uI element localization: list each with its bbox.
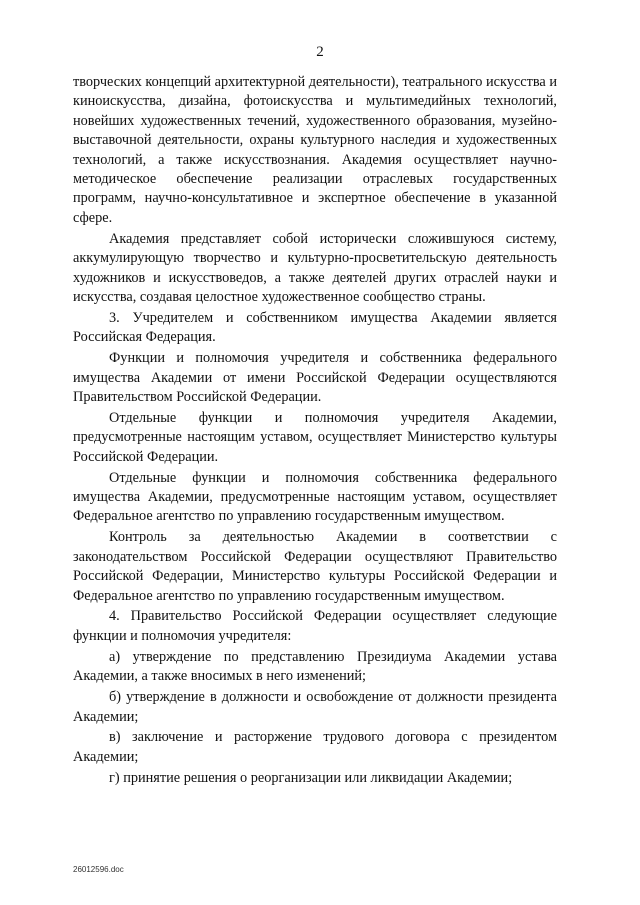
paragraph-founder-functions: Функции и полномочия учредителя и собственника федерального имущества Академии от имени Российской Федерации осуществляются Правительством Российской Федерации.: [73, 350, 557, 405]
document-body: [73, 73, 557, 788]
paragraph-ministry-functions: Отдельные функции и полномочия учредителя Академии, предусмотренные настоящим уставом, осуществляет Министерство культуры Российской Федерации.: [73, 409, 557, 465]
paragraph-owner-functions: Отдельные функции и полномочия собственника федерального имущества Академии, предусмотренные настоящим уставом, осуществляет Федеральное агентство по управлению государственным имуществом.: [73, 469, 557, 525]
file-name-footer: 26012596.doc: [73, 865, 124, 874]
page-number: 2: [316, 44, 324, 60]
list-item-a: а) утверждение по представлению Президиума Академии устава Академии, а также вносимых в него изменений;: [73, 648, 557, 685]
paragraph-clause-3: 3. Учредителем и собственником имущества Академии является Российская Федерация.: [73, 309, 557, 346]
paragraph-control: Контроль за деятельностью Академии в соответствии с законодательством Российской Федерации осуществляют Правительство Российской Федерации, Министерство культуры Российской Федерации и Федеральное агентство по управлению государственным имуществом.: [73, 529, 557, 604]
paragraph-clause-4: 4. Правительство Российской Федерации осуществляет следующие функции и полномочия учредителя:: [73, 608, 557, 644]
list-item-g: г) принятие решения о реорганизации или ликвидации Академии;: [109, 769, 513, 786]
paragraph-academy-system: Академия представляет собой исторически сложившуюся систему, аккумулирующую творчество и культурно-просветительскую деятельность художников и искусствоведов, а также деятелей других отраслей науки и искусства, создавая целостное художественное сообщество страны.: [73, 230, 557, 305]
list-item-b: б) утверждение в должности и освобождение от должности президента Академии;: [73, 689, 557, 725]
list-item-v: в) заключение и расторжение трудового договора с президентом Академии;: [73, 729, 557, 765]
paragraph-continuation: творческих концепций архитектурной деятельности), театрального искусства и киноискусства, дизайна, фотоискусства и мультимедийных технологий, новейших художественных течений, художественного образования, музейно-выставочной деятельности, охраны культурного наследия и художественных технологий, а также искусствознания. Академия осуществляет научно-методическое обеспечение реализации отраслевых государственных программ, научно-консультативное и экспертное обеспечение в указанной сфере.: [73, 74, 557, 226]
